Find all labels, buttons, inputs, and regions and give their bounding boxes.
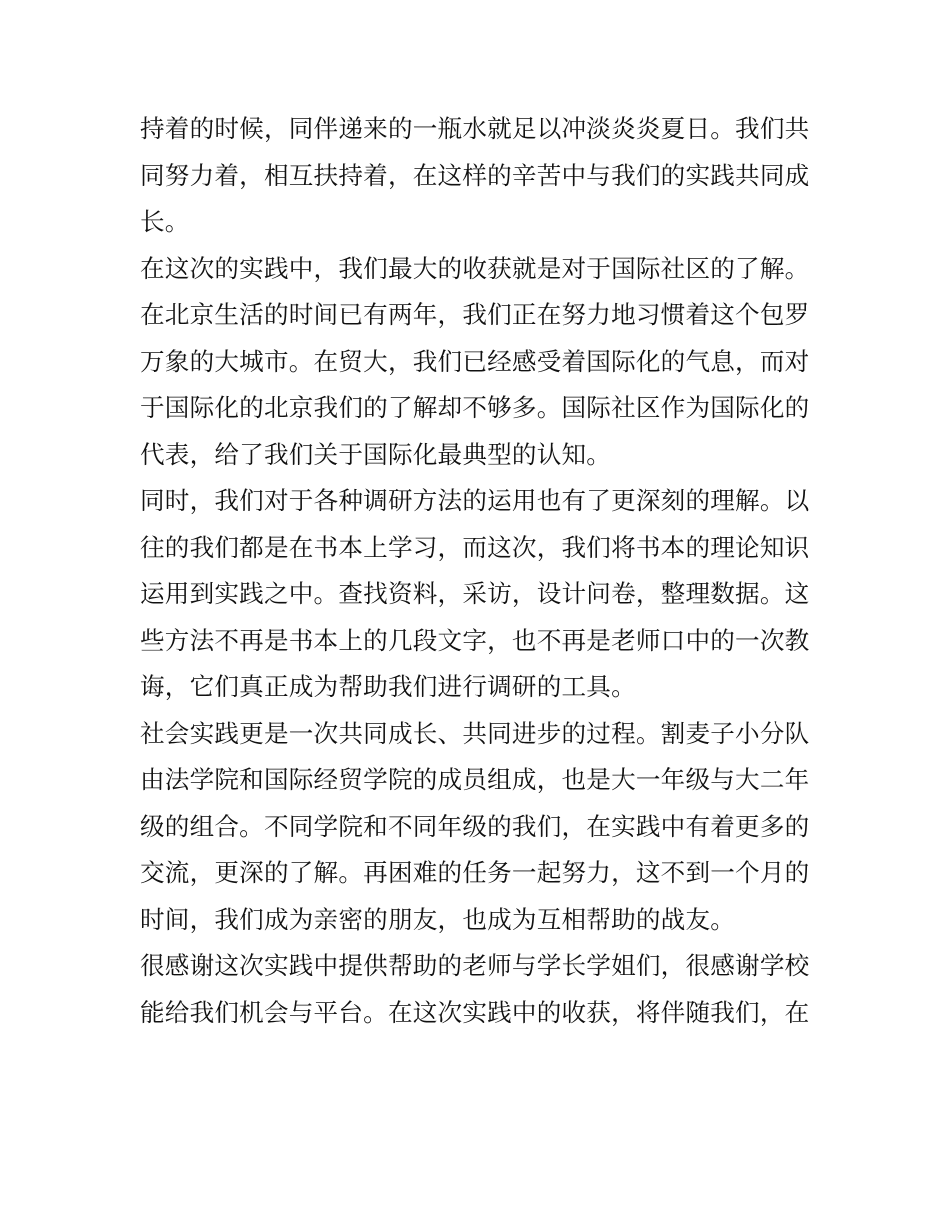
text-line: 同努力着，相互扶持着，在这样的辛苦中与我们的实践共同成 <box>140 160 810 190</box>
text-line: 在这次的实践中，我们最大的收获就是对于国际社区的了解。 <box>140 253 810 283</box>
text-line: 些方法不再是书本上的几段文字，也不再是老师口中的一次教 <box>140 625 810 655</box>
text-line: 往的我们都是在书本上学习，而这次，我们将书本的理论知识 <box>140 532 810 562</box>
document-body <box>140 106 820 1036</box>
text-line: 能给我们机会与平台。在这次实践中的收获，将伴随我们，在 <box>140 997 810 1027</box>
text-line: 很感谢这次实践中提供帮助的老师与学长学姐们，很感谢学校 <box>140 951 810 980</box>
text-line: 由法学院和国际经贸学院的成员组成，也是大一年级与大二年 <box>140 765 810 794</box>
text-line: 运用到实践之中。查找资料，采访，设计问卷，整理数据。这 <box>140 579 810 608</box>
text-line: 诲，它们真正成为帮助我们进行调研的工具。 <box>140 672 636 701</box>
text-line: 代表，给了我们关于国际化最典型的认知。 <box>140 439 612 469</box>
text-line: 持着的时候，同伴递来的一瓶水就足以冲淡炎炎夏日。我们共 <box>140 114 810 143</box>
text-line: 在北京生活的时间已有两年，我们正在努力地习惯着这个包罗 <box>140 300 810 329</box>
text-line: 万象的大城市。在贸大，我们已经感受着国际化的气息，而对 <box>140 346 810 376</box>
text-line: 长。 <box>140 207 190 236</box>
text-line: 时间，我们成为亲密的朋友，也成为互相帮助的战友。 <box>140 904 736 934</box>
text-line: 于国际化的北京我们的了解却不够多。国际社区作为国际化的 <box>140 393 810 422</box>
text-line: 交流，更深的了解。再困难的任务一起努力，这不到一个月的 <box>140 858 810 887</box>
text-line: 社会实践更是一次共同成长、共同进步的过程。割麦子小分队 <box>140 718 810 748</box>
text-line: 级的组合。不同学院和不同年级的我们，在实践中有着更多的 <box>140 811 810 841</box>
text-line: 同时，我们对于各种调研方法的运用也有了更深刻的理解。以 <box>140 486 810 515</box>
